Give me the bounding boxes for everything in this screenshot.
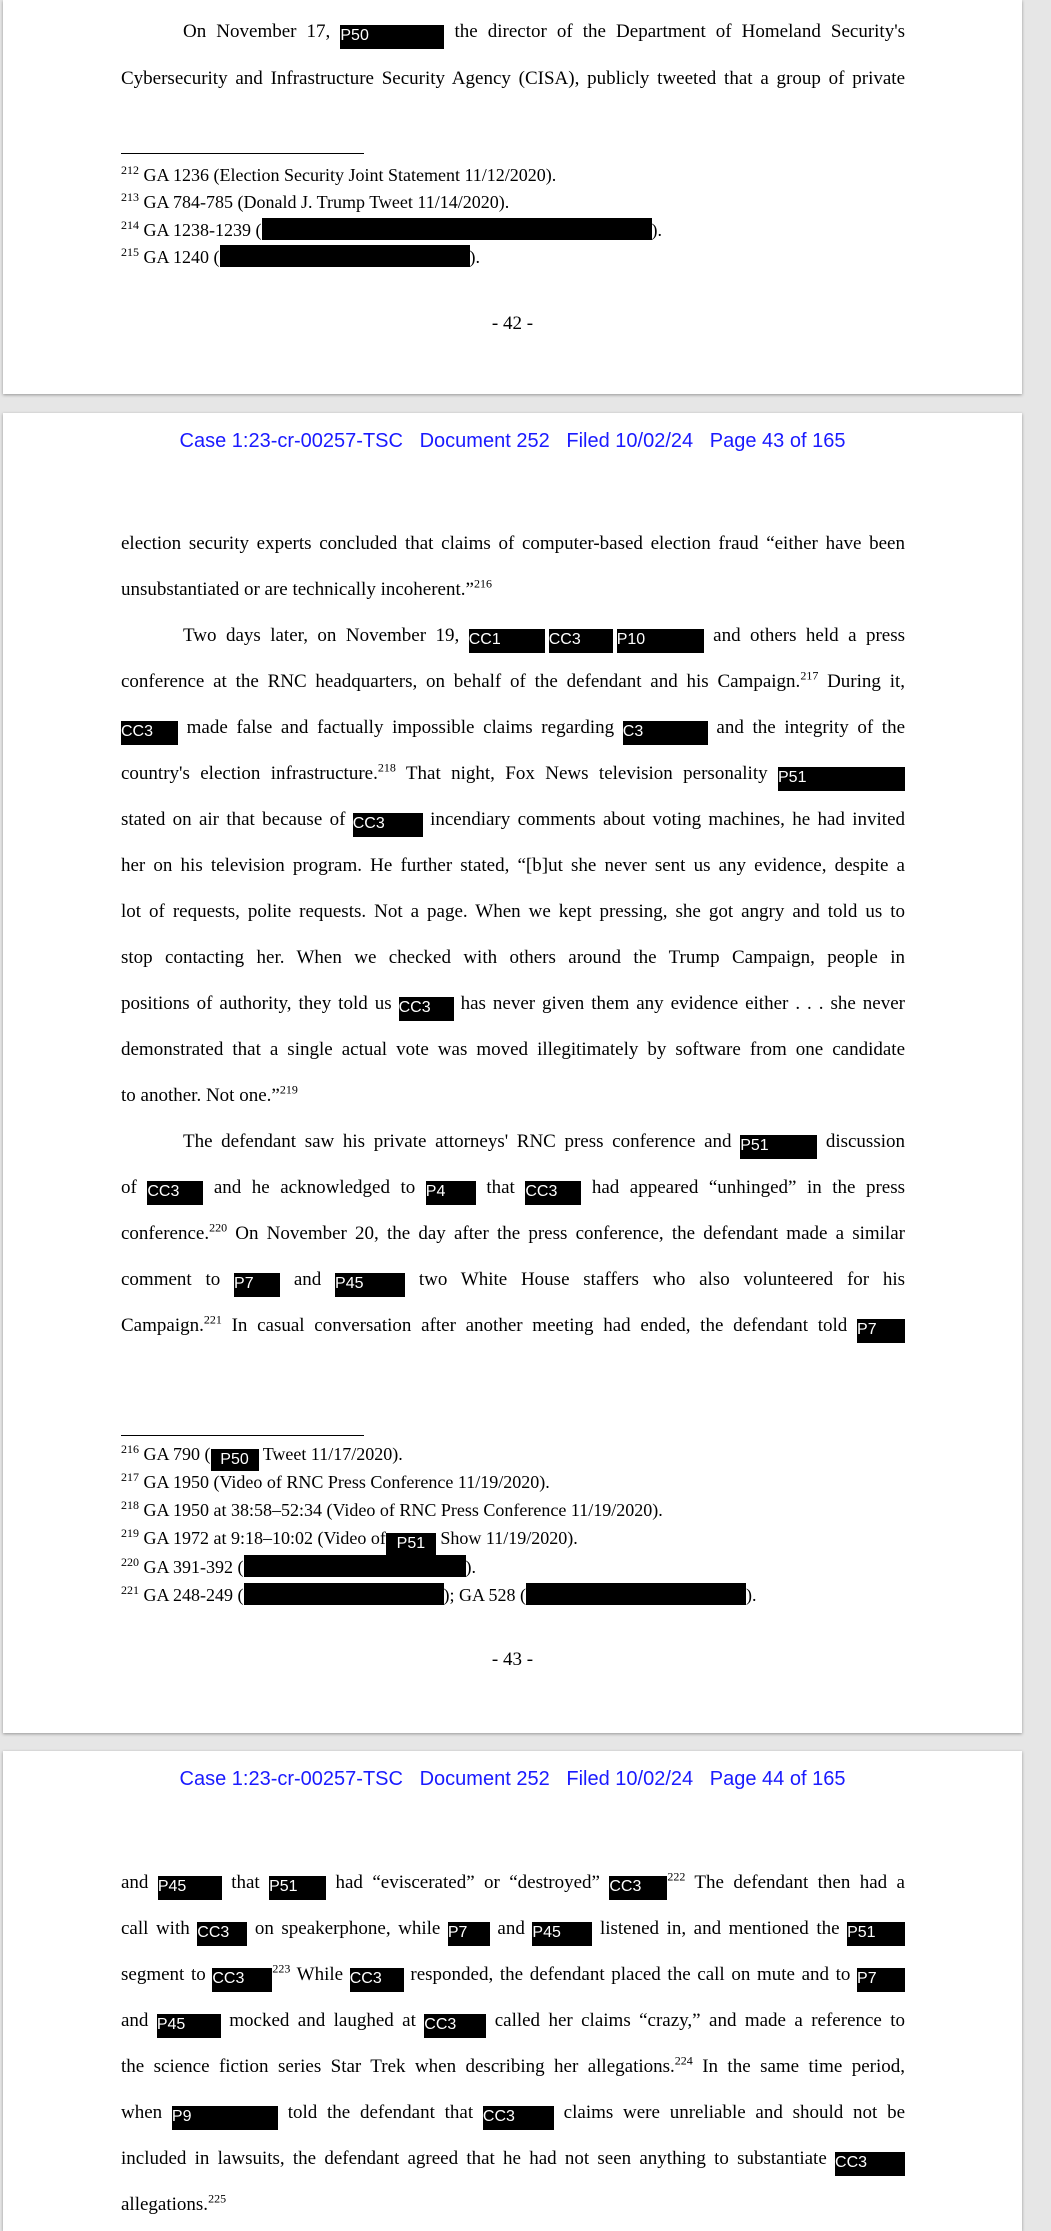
footnote-ref: 218: [377, 760, 396, 775]
redaction-box: P51: [740, 1135, 817, 1159]
footnote-ref: 219: [279, 1082, 298, 1097]
body-line: her on his television program. He further stated, “[b]ut she never sent us any evidence, despite a: [121, 855, 905, 876]
footnote-ref: 222: [667, 1869, 686, 1884]
redaction-box: CC3: [609, 1876, 667, 1900]
redaction-box: P50: [211, 1449, 259, 1471]
footnote: $^{218}$ GA 1950 at 38:58–52:34 (Video of RNC Press Conference 11/19/2020).: [121, 1498, 663, 1520]
body-line: demonstrated that a single actual vote was moved illegitimately by software from one candidate: [121, 1039, 905, 1060]
body-line: stated on air that because of CC3 incendiary comments about voting machines, he had invited: [121, 808, 905, 837]
footnote-ref: 220: [121, 1555, 139, 1569]
footnote: $^{216}$ GA 790 ( P50 Tweet 11/17/2020).: [121, 1443, 403, 1471]
body-line: country's election infrastructure.$^{218}$ That night, Fox News television personality P51: [121, 762, 905, 791]
footnote-ref: 216: [473, 576, 492, 591]
redaction-box: P7: [857, 1319, 905, 1343]
body-line: of CC3 and he acknowledged to P4 that CC3 had appeared “unhinged” in the press: [121, 1176, 905, 1205]
body-line: positions of authority, they told us CC3 has never given them any evidence either . . . she never: [121, 992, 905, 1021]
body-line: Campaign.$^{221}$ In casual conversation after another meeting had ended, the defendant told P7: [121, 1314, 905, 1343]
redaction-box: CC3: [399, 997, 454, 1021]
redaction-box: [244, 1583, 444, 1605]
footnote-ref: 213: [121, 190, 139, 204]
body-line: CC3 made false and factually impossible claims regarding C3 and the integrity of the: [121, 716, 905, 745]
redaction-box: CC3: [147, 1181, 203, 1205]
footnote: $^{220}$ GA 391-392 ( ).: [121, 1555, 476, 1577]
page-43: [3, 413, 1022, 1733]
redaction-box: P7: [448, 1922, 490, 1946]
body-line: stop contacting her. When we checked with others around the Trump Campaign, people in: [121, 947, 905, 968]
footnote: $^{214}$ GA 1238-1239 ( ).: [121, 218, 662, 240]
body-line: unsubstantiated or are technically incoherent.”$^{216}$: [121, 576, 492, 600]
redaction-box: P51: [778, 767, 905, 791]
body-line: election security experts concluded that claims of computer-based election fraud “either have been: [121, 533, 905, 554]
redaction-box: CC3: [197, 1922, 247, 1946]
footnote-ref: 223: [272, 1961, 291, 1976]
redaction-box: CC3: [424, 2014, 486, 2038]
redaction-box: P45: [157, 2014, 221, 2038]
body-line: the science fiction series Star Trek when describing her allegations.$^{224}$ In the same time period,: [121, 2053, 905, 2077]
footnote-ref: 212: [121, 163, 139, 177]
footnote-rule: [121, 153, 364, 154]
footnote-ref: 217: [800, 668, 819, 683]
redaction-box: P45: [335, 1273, 405, 1297]
page-44: [3, 1751, 1022, 2231]
redaction-box: CC3: [212, 1968, 272, 1992]
redaction-box: P45: [532, 1922, 592, 1946]
footnote-ref: 216: [121, 1442, 139, 1456]
redaction-box: P7: [857, 1968, 905, 1992]
footnote-ref: 217: [121, 1470, 139, 1484]
footnote: $^{212}$ GA 1236 (Election Security Joint Statement 11/12/2020).: [121, 163, 557, 185]
redaction-box: CC3: [525, 1181, 581, 1205]
redaction-box: [244, 1555, 466, 1577]
redaction-box: CC3: [350, 1968, 404, 1992]
redaction-box: P4: [426, 1181, 476, 1205]
footnote-rule: [121, 1435, 364, 1436]
footnote-ref: 219: [121, 1526, 139, 1540]
body-line: On November 17, P50 the director of the Department of Homeland Security's: [183, 20, 905, 49]
redaction-box: P7: [234, 1273, 280, 1297]
redaction-box: P45: [158, 1876, 222, 1900]
redaction-box: P51: [269, 1876, 326, 1900]
body-line: conference at the RNC headquarters, on behalf of the defendant and his Campaign.$^{217}$ During it,: [121, 668, 905, 692]
body-line: Cybersecurity and Infrastructure Security Agency (CISA), publicly tweeted that a group of private: [121, 68, 905, 89]
footnote: $^{215}$ GA 1240 ( ).: [121, 245, 480, 267]
footnote: $^{217}$ GA 1950 (Video of RNC Press Conference 11/19/2020).: [121, 1470, 550, 1492]
page-42: [3, 0, 1022, 394]
body-line: when P9 told the defendant that CC3 claims were unreliable and should not be: [121, 2101, 905, 2130]
body-line: and P45 that P51 had “eviscerated” or “destroyed” $CC3^{222}$ The defendant then had a: [121, 1871, 905, 1900]
redaction-box: [220, 245, 470, 267]
redaction-box: P10: [617, 629, 704, 653]
body-line: comment to P7 and P45 two White House staffers who also volunteered for his: [121, 1268, 905, 1297]
redaction-box: P51: [386, 1533, 436, 1555]
body-line: The defendant saw his private attorneys' RNC press conference and P51 discussion: [183, 1130, 905, 1159]
body-line: Two days later, on November 19, CC1 CC3 P10 and others held a press: [183, 624, 905, 653]
footnote-ref: 214: [121, 218, 139, 232]
redaction-box: CC1: [469, 629, 545, 653]
redaction-box: P50: [340, 25, 444, 49]
redaction-box: [262, 218, 652, 240]
redaction-box: CC3: [549, 629, 613, 653]
body-line: to another. Not one.”$^{219}$: [121, 1082, 298, 1106]
footnote: $^{221}$ GA 248-249 ( ); GA 528 ( ).: [121, 1583, 757, 1605]
redaction-box: P51: [847, 1922, 905, 1946]
case-header: Case 1:23-cr-00257-TSC Document 252 Filed 10/02/24 Page 44 of 165: [179, 1768, 846, 1790]
body-line: allegations.$^{225}$: [121, 2191, 227, 2215]
footnote-ref: 224: [674, 2053, 693, 2068]
body-line: call with CC3 on speakerphone, while P7 and P45 listened in, and mentioned the P51: [121, 1917, 905, 1946]
page-number: - 43 -: [491, 1649, 534, 1670]
footnote-ref: 221: [121, 1583, 139, 1597]
footnote-ref: 221: [203, 1312, 222, 1327]
footnote-ref: 215: [121, 245, 139, 259]
redaction-box: CC3: [121, 721, 178, 745]
redaction-box: CC3: [483, 2106, 554, 2130]
case-header: Case 1:23-cr-00257-TSC Document 252 Filed 10/02/24 Page 43 of 165: [179, 430, 846, 452]
body-line: conference.$^{220}$ On November 20, the day after the press conference, the defendant made a similar: [121, 1220, 905, 1244]
footnote: $^{213}$ GA 784-785 (Donald J. Trump Tweet 11/14/2020).: [121, 190, 510, 212]
body-line: included in lawsuits, the defendant agreed that he had not seen anything to substantiate CC3: [121, 2147, 905, 2176]
redaction-box: [526, 1583, 746, 1605]
footnote: $^{219}$ GA 1972 at 9:18–10:02 (Video of P51 Show 11/19/2020).: [121, 1527, 578, 1555]
redaction-box: CC3: [353, 813, 423, 837]
redaction-box: CC3: [835, 2152, 905, 2176]
footnote-ref: 220: [209, 1220, 228, 1235]
footnote-ref: 218: [121, 1498, 139, 1512]
body-line: and P45 mocked and laughed at CC3 called her claims “crazy,” and made a reference to: [121, 2009, 905, 2038]
body-line: lot of requests, polite requests. Not a page. When we kept pressing, she got angry and told us to: [121, 901, 905, 922]
footnote-ref: 225: [208, 2191, 227, 2206]
redaction-box: P9: [172, 2106, 278, 2130]
redaction-box: C3: [623, 721, 708, 745]
page-number: - 42 -: [491, 313, 534, 334]
body-line: segment to $CC3^{223}$ While CC3 responded, the defendant placed the call on mute and to P7: [121, 1963, 905, 1992]
